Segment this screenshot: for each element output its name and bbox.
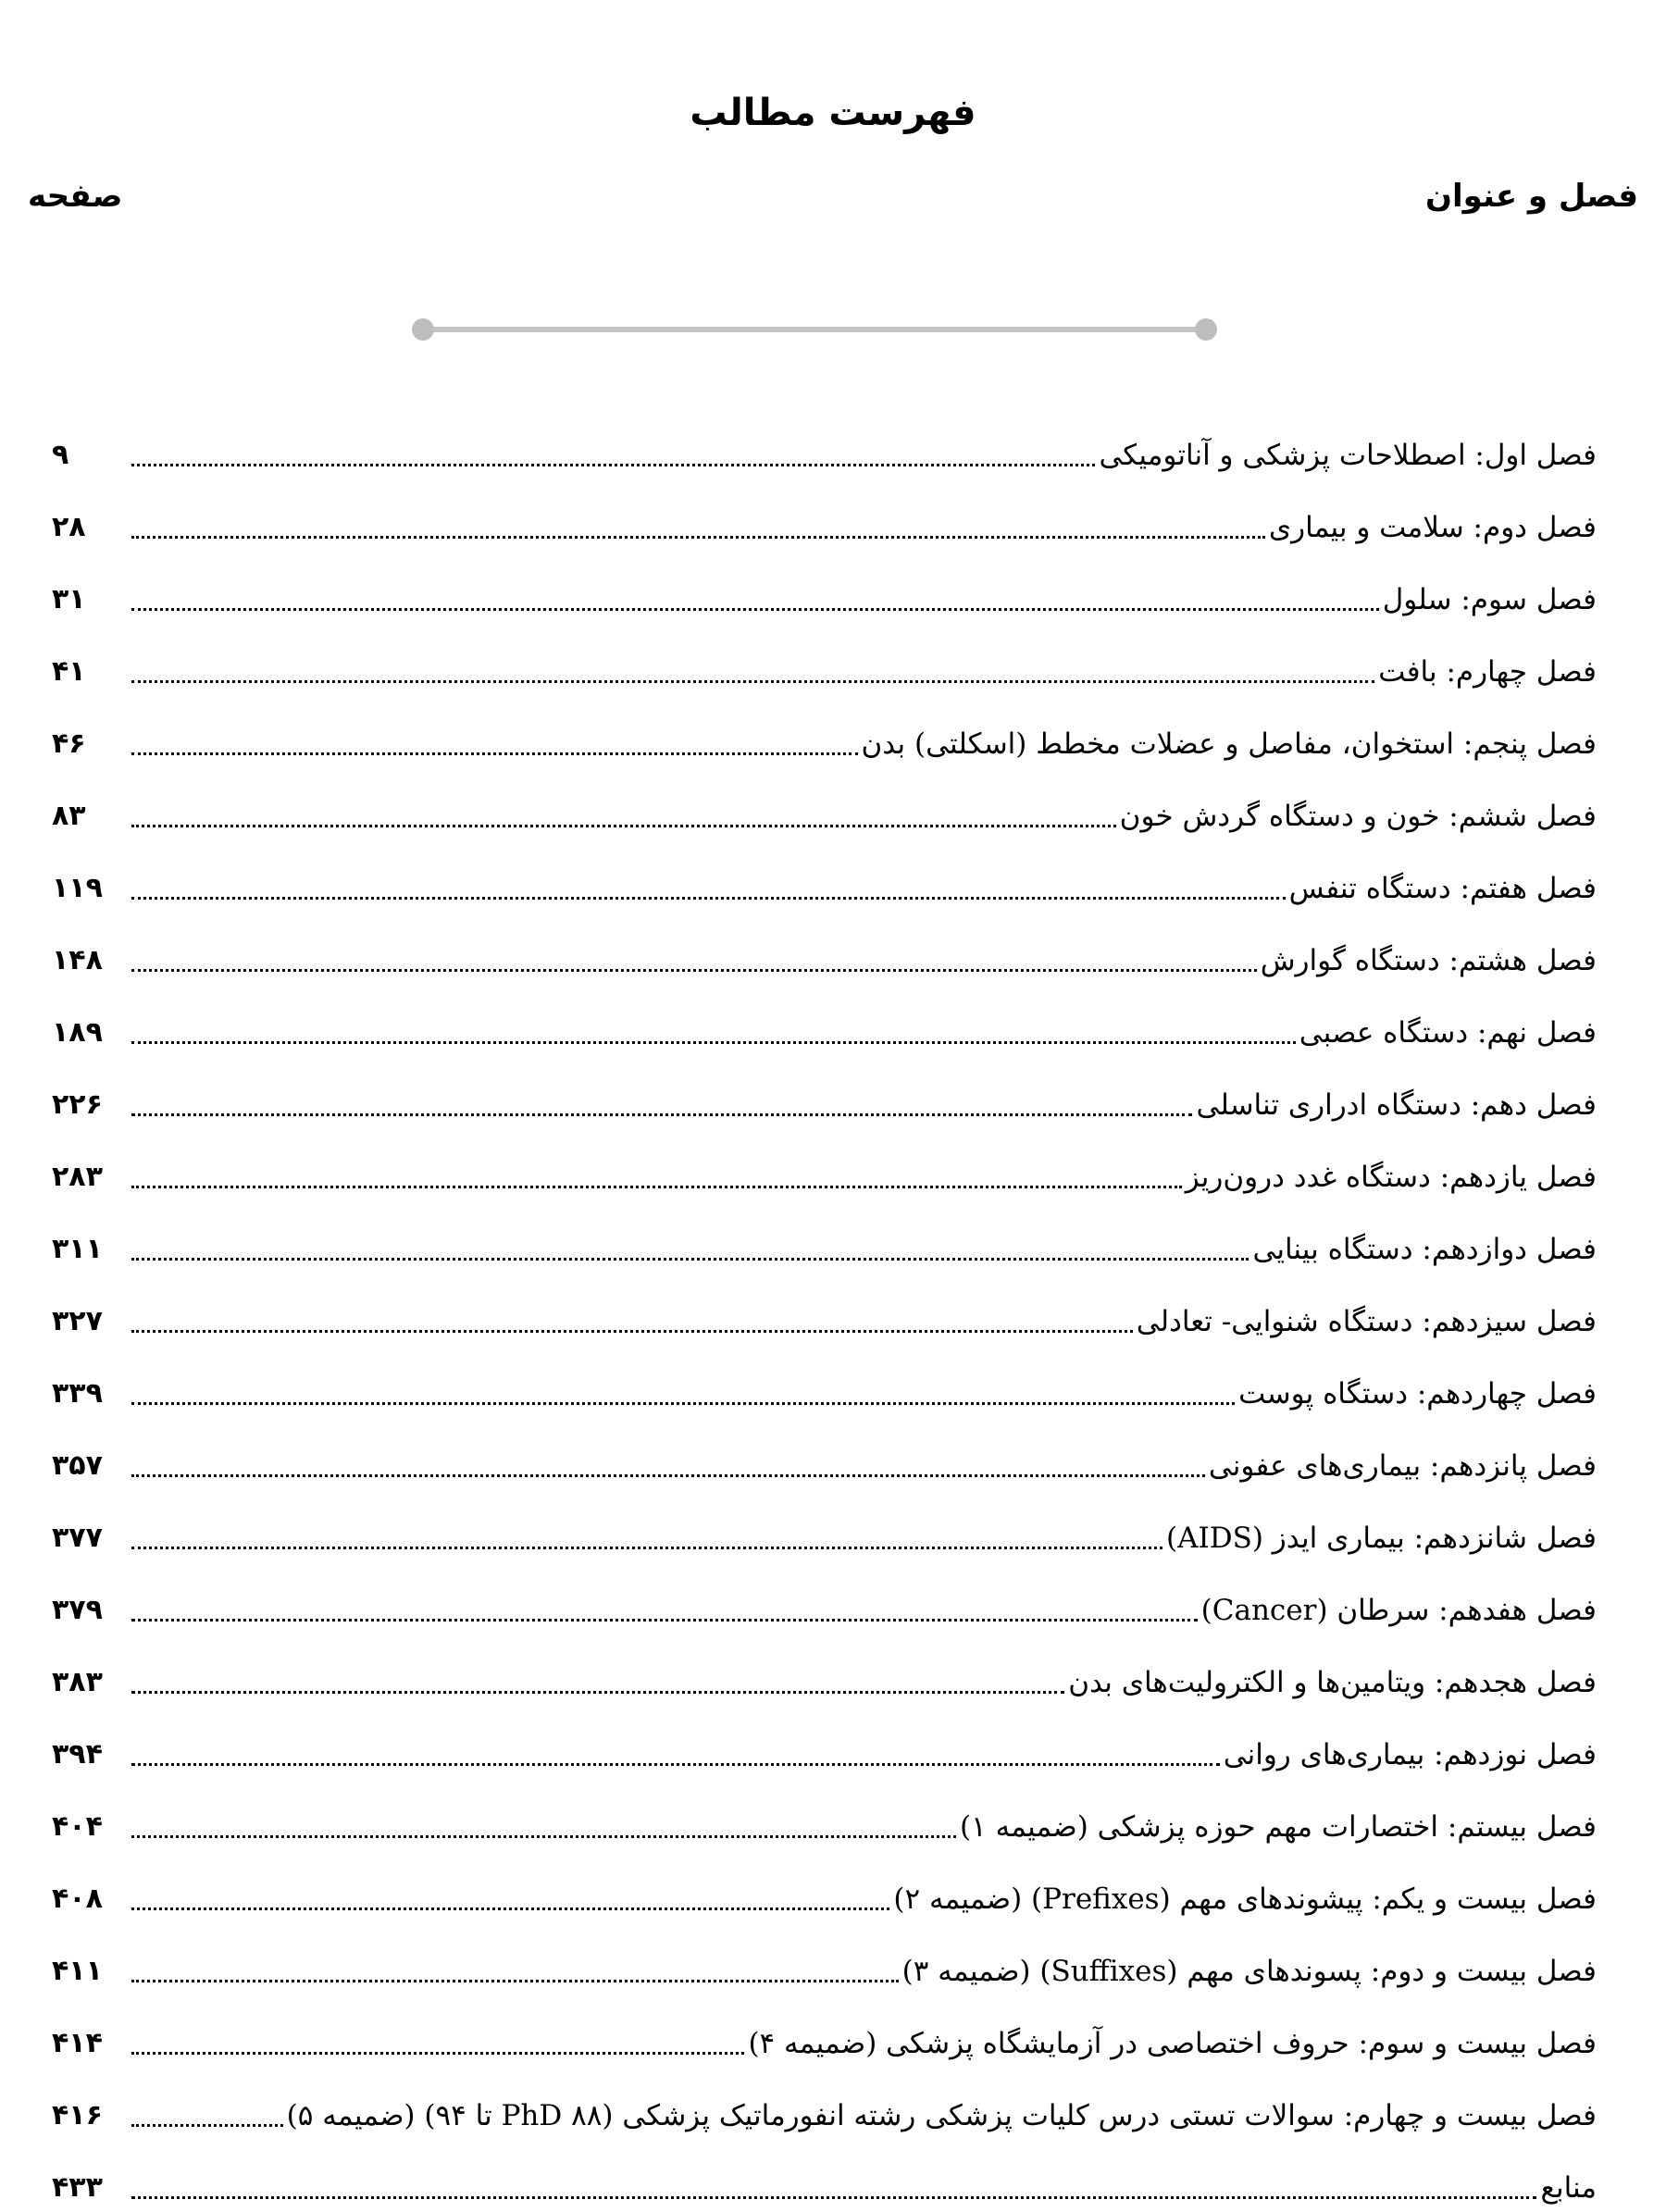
toc-entry-page-number: ۱۱۹ (52, 872, 103, 904)
page-column-header: صفحه (28, 178, 123, 215)
toc-entry-title: فصل هشتم: دستگاه گوارش (1260, 944, 1597, 977)
toc-entry[interactable] (0, 913, 1666, 985)
decorative-divider (412, 318, 1217, 341)
toc-entry-page-number: ۴۰۸ (52, 1883, 103, 1915)
toc-entry-title: فصل بیستم: اختصارات مهم حوزه پزشکی (ضمیمه ۱) (959, 1810, 1597, 1844)
dot-leader (131, 2195, 1536, 2199)
toc-entry[interactable] (0, 624, 1666, 696)
toc-entry[interactable] (0, 1779, 1666, 1851)
toc-entry-page-number: ۱۸۹ (52, 1016, 103, 1049)
toc-entry-title: فصل چهارم: بافت (1378, 655, 1597, 689)
toc-entry-title: فصل دوازدهم: دستگاه بینایی (1252, 1233, 1597, 1266)
toc-entry-title: فصل یازدهم: دستگاه غدد درون‌ریز (1185, 1161, 1597, 1194)
toc-entry-title: فصل سیزدهم: دستگاه شنوایی- تعادلی (1136, 1305, 1597, 1338)
dot-leader (131, 1979, 899, 1982)
toc-entry-title: فصل ششم: خون و دستگاه گردش خون (1119, 800, 1597, 833)
toc-entry-page-number: ۴۱ (52, 655, 86, 688)
dot-leader (131, 1040, 1296, 1044)
dot-leader (131, 1185, 1182, 1188)
toc-entry-page-number: ۳۲۷ (52, 1305, 103, 1337)
toc-entry[interactable] (0, 1490, 1666, 1562)
toc-entry-title: فصل پنجم: استخوان، مفاصل و عضلات مخطط (اسکلتی) بدن (861, 727, 1597, 761)
toc-entry-title: فصل بیست و دوم: پسوندهای مهم (Suffixes) (ضمیمه ۳) (901, 1955, 1597, 1988)
toc-entry[interactable] (0, 768, 1666, 840)
toc-entry[interactable] (0, 2068, 1666, 2140)
dot-leader (131, 1257, 1249, 1261)
toc-entry-page-number: ۳۱۱ (52, 1233, 103, 1265)
toc-entry-page-number: ۳۹۴ (52, 1738, 103, 1771)
dot-leader (131, 1546, 1162, 1549)
dot-leader (131, 968, 1257, 972)
dot-leader (131, 1112, 1192, 1116)
dot-leader (131, 824, 1116, 827)
dot-leader (131, 1690, 1064, 1694)
toc-entry[interactable] (0, 407, 1666, 479)
toc-entry-title: فصل بیست و سوم: حروف اختصاصی در آزمایشگاه پزشکی (ضمیمه ۴) (748, 2027, 1597, 2060)
dot-leader (131, 1401, 1235, 1405)
dot-leader (131, 1834, 956, 1838)
toc-entry-title: فصل پانزدهم: بیماری‌های عفونی (1208, 1449, 1597, 1483)
dot-leader (131, 2123, 283, 2127)
toc-entry-title: فصل هجدهم: ویتامین‌ها و الکترولیت‌های بدن (1068, 1666, 1597, 1699)
toc-entry-title: فصل شانزدهم: بیماری ایدز (AIDS) (1166, 1522, 1597, 1555)
divider-dot-left (412, 318, 434, 341)
toc-entry-title: فصل چهاردهم: دستگاه پوست (1238, 1377, 1597, 1410)
dot-leader (131, 2051, 744, 2055)
dot-leader (131, 1329, 1133, 1333)
toc-entry-page-number: ۲۲۶ (52, 1088, 103, 1121)
toc-entry-page-number: ۳۷۷ (52, 1522, 103, 1554)
toc-entry-page-number: ۲۸ (52, 511, 86, 543)
toc-entry[interactable] (0, 1562, 1666, 1634)
toc-entry[interactable] (0, 1129, 1666, 1201)
dot-leader (131, 896, 1286, 900)
dot-leader (131, 607, 1379, 611)
divider-bar (421, 327, 1208, 332)
divider-dot-right (1195, 318, 1217, 341)
toc-entry-page-number: ۳۱ (52, 583, 86, 615)
dot-leader (131, 752, 858, 755)
toc-entry-page-number: ۳۳۹ (52, 1377, 103, 1410)
dot-leader (131, 1618, 1198, 1622)
dot-leader (131, 1473, 1205, 1477)
table-of-contents (0, 407, 1666, 2212)
toc-entry[interactable] (0, 1923, 1666, 1995)
toc-entry-page-number: ۳۵۷ (52, 1449, 103, 1482)
toc-entry-title: فصل بیست و یکم: پیشوندهای مهم (Prefixes) (ضمیمه ۲) (893, 1883, 1597, 1916)
toc-entry[interactable] (0, 1346, 1666, 1418)
toc-entry-page-number: ۴۱۶ (52, 2099, 103, 2131)
dot-leader (131, 535, 1265, 539)
toc-entry-title: فصل هفدهم: سرطان (Cancer) (1200, 1594, 1597, 1627)
toc-entry[interactable] (0, 1634, 1666, 1707)
toc-entry-title: فصل سوم: سلول (1382, 583, 1597, 616)
page-title: فهرست مطالب (690, 92, 976, 134)
dot-leader (131, 1907, 889, 1910)
toc-entry-page-number: ۱۴۸ (52, 944, 103, 976)
toc-entry-page-number: ۲۸۳ (52, 1161, 103, 1193)
toc-entry-title: فصل نوزدهم: بیماری‌های روانی (1223, 1738, 1597, 1771)
toc-entry[interactable] (0, 1418, 1666, 1490)
dot-leader (131, 679, 1374, 683)
dot-leader (131, 1762, 1220, 1766)
toc-entry-page-number: ۳۸۳ (52, 1666, 103, 1698)
toc-entry-title: فصل هفتم: دستگاه تنفس (1288, 872, 1597, 905)
toc-entry[interactable] (0, 696, 1666, 768)
toc-entry-title: منابع (1540, 2171, 1597, 2205)
toc-entry-title: فصل دهم: دستگاه ادراری تناسلی (1196, 1088, 1597, 1122)
chapter-column-header: فصل و عنوان (1424, 178, 1638, 215)
toc-entry[interactable] (0, 1995, 1666, 2068)
dot-leader (131, 463, 1095, 466)
toc-entry[interactable] (0, 1057, 1666, 1129)
toc-entry-page-number: ۴۱۱ (52, 1955, 103, 1987)
toc-entry[interactable] (0, 479, 1666, 552)
toc-entry[interactable] (0, 985, 1666, 1057)
toc-entry[interactable] (0, 1707, 1666, 1779)
toc-entry-page-number: ۴۶ (52, 727, 86, 760)
toc-entry-page-number: ۳۷۹ (52, 1594, 103, 1626)
toc-entry-page-number: ۹ (52, 439, 69, 471)
toc-entry-title: فصل دوم: سلامت و بیماری (1268, 511, 1597, 544)
toc-entry[interactable] (0, 1851, 1666, 1923)
toc-entry[interactable] (0, 552, 1666, 624)
toc-entry-page-number: ۴۰۴ (52, 1810, 103, 1843)
toc-entry-page-number: ۴۳۳ (52, 2171, 103, 2204)
toc-entry[interactable] (0, 1274, 1666, 1346)
toc-entry-page-number: ۴۱۴ (52, 2027, 103, 2059)
toc-entry[interactable] (0, 2140, 1666, 2212)
toc-entry-page-number: ۸۳ (52, 800, 86, 832)
toc-entry-title: فصل اول: اصطلاحات پزشکی و آناتومیکی (1099, 439, 1597, 472)
toc-entry[interactable] (0, 1201, 1666, 1274)
toc-entry-title: فصل بیست و چهارم: سوالات تستی درس کلیات پزشکی رشته انفورماتیک پزشکی (PhD ۸۸ تا ۹۴) (ضمیمه ۵) (286, 2099, 1597, 2132)
toc-entry-title: فصل نهم: دستگاه عصبی (1299, 1016, 1597, 1050)
toc-entry[interactable] (0, 840, 1666, 913)
